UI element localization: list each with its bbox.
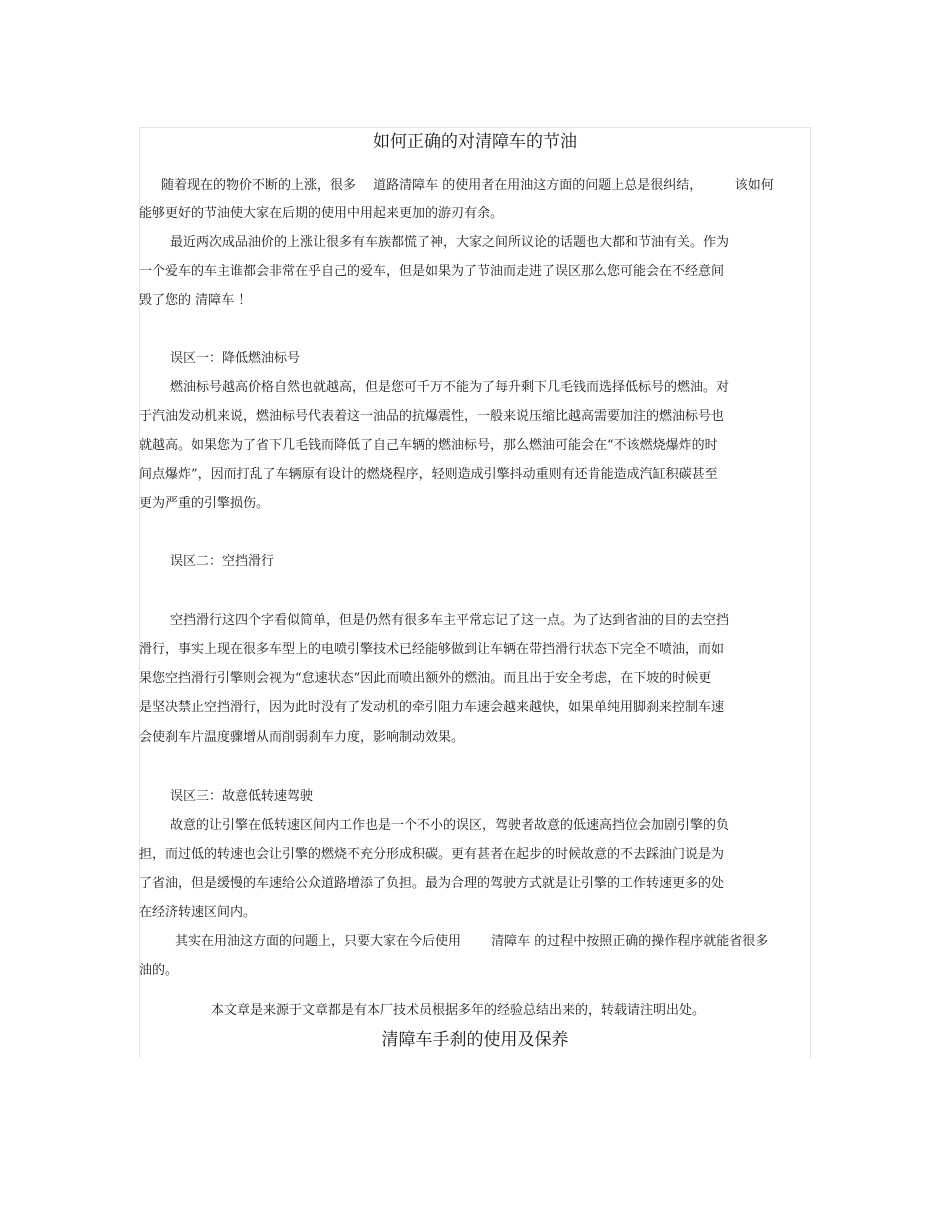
myth2-heading: 误区二：空挡滑行 [170, 554, 275, 569]
myth1-line-5: 更为严重的引擎损伤。 [139, 496, 270, 511]
conclusion-line-1: 其实在用油这方面的问题上，只要大家在今后使用 清障车 的过程中按照正确的操作程序就能省很多 [175, 934, 769, 949]
myth1-heading: 误区一：降低燃油标号 [170, 351, 301, 366]
myth2-line-3: 果您空挡滑行引擎则会视为“怠速状态”因此而喷出额外的燃油。而且出于安全考虑，在下坡的时候更 [139, 671, 712, 686]
source-note: 本文章是来源于文章都是有本厂技术员根据多年的经验总结出来的，转载请注明出处。 [211, 1003, 706, 1018]
myth2-line-5: 会使刹车片温度骤增从而削弱刹车力度，影响制动效果。 [139, 730, 465, 745]
para2-line-2: 一个爱车的车主谁都会非常在乎自己的爱车，但是如果为了节油而走进了误区那么您可能会在不经意间 [139, 264, 725, 279]
myth1-line-2: 于汽油发动机来说，燃油标号代表着这一油品的抗爆震性，一般来说压缩比越高需要加注的燃油标号也 [139, 409, 725, 424]
intro-line-2: 能够更好的节油使大家在后期的使用中用起来更加的游刃有余。 [139, 206, 504, 221]
conclusion-line-2: 油的。 [139, 963, 179, 978]
myth1-line-1: 燃油标号越高价格自然也就越高，但是您可千万不能为了每升剩下几毛钱而选择低标号的燃油。对 [170, 380, 730, 395]
myth3-heading: 误区三：故意低转速驾驶 [170, 789, 314, 804]
article-title: 如何正确的对清障车的节油 [373, 132, 577, 152]
myth1-line-3: 就越高。如果您为了省下几毛钱而降低了自己车辆的燃油标号，那么燃油可能会在“不该燃烧爆炸的时 [139, 438, 718, 453]
myth3-line-1: 故意的让引擎在低转速区间内工作也是一个不小的误区，驾驶者故意的低速高挡位会加剧引擎的负 [170, 818, 730, 833]
para2-line-1: 最近两次成品油价的上涨让很多有车族都慌了神，大家之间所议论的话题也大都和节油有关。作为 [170, 235, 730, 250]
myth3-line-3: 了省油，但是缓慢的车速给公众道路增添了负担。最为合理的驾驶方式就是让引擎的工作转速更多的处 [139, 876, 725, 891]
next-article-title: 清障车手刹的使用及保养 [381, 1030, 569, 1050]
myth1-line-4: 间点爆炸”，因而打乱了车辆原有设计的燃烧程序，轻则造成引擎抖动重则有还肯能造成汽缸积碳甚至 [139, 467, 718, 482]
myth2-line-4: 是坚决禁止空挡滑行，因为此时没有了发动机的牵引阻力车速会越来越快，如果单纯用脚刹来控制车速 [139, 700, 725, 715]
myth2-line-2: 滑行，事实上现在很多车型上的电喷引擎技术已经能够做到让车辆在带挡滑行状态下完全不喷油，而如 [139, 642, 725, 657]
myth3-line-4: 在经济转速区间内。 [139, 905, 257, 920]
intro-line-1: 随着现在的物价不断的上涨，很多 道路清障车 的使用者在用油这方面的问题上总是很纠结， 该如何 [161, 178, 774, 193]
myth2-line-1: 空挡滑行这四个字看似简单，但是仍然有很多车主平常忘记了这一点。为了达到省油的目的去空挡 [170, 613, 730, 628]
para2-line-3: 毁了您的 清障车 ！ [139, 293, 252, 308]
myth3-line-2: 担，而过低的转速也会让引擎的燃烧不充分形成积碳。更有甚者在起步的时候故意的不去踩油门说是为 [139, 847, 725, 862]
